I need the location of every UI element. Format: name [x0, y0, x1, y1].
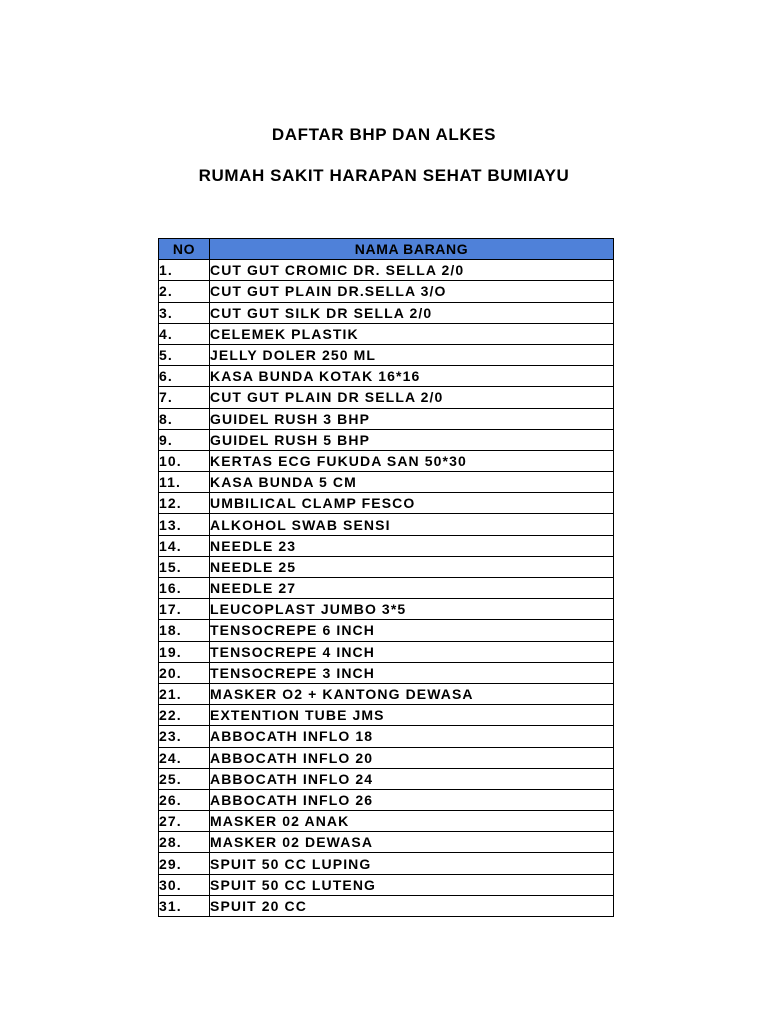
table-row — [159, 556, 614, 577]
row-number: 21. — [159, 683, 210, 704]
table-row — [159, 366, 614, 387]
table-row — [159, 281, 614, 302]
row-number: 7. — [159, 387, 210, 408]
item-name: ABBOCATH INFLO 18 — [210, 726, 614, 747]
row-number: 14. — [159, 535, 210, 556]
document-subtitle: RUMAH SAKIT HARAPAN SEHAT BUMIAYU — [198, 166, 570, 185]
table-header-row — [159, 239, 614, 260]
row-number: 6. — [159, 366, 210, 387]
table-row — [159, 789, 614, 810]
table-row — [159, 302, 614, 323]
item-name: CELEMEK PLASTIK — [210, 323, 614, 344]
row-number: 24. — [159, 747, 210, 768]
table-row — [159, 387, 614, 408]
item-name: MASKER 02 ANAK — [210, 811, 614, 832]
table-row — [159, 662, 614, 683]
row-number: 2. — [159, 281, 210, 302]
table-row — [159, 578, 614, 599]
table-row — [159, 832, 614, 853]
item-name: ABBOCATH INFLO 20 — [210, 747, 614, 768]
row-number: 27. — [159, 811, 210, 832]
row-number: 8. — [159, 408, 210, 429]
item-name: KERTAS ECG FUKUDA SAN 50*30 — [210, 450, 614, 471]
table-row — [159, 408, 614, 429]
table-row — [159, 811, 614, 832]
header-nama-barang: NAMA BARANG — [210, 239, 614, 260]
table-row — [159, 874, 614, 895]
table-row — [159, 535, 614, 556]
table-row — [159, 747, 614, 768]
row-number: 20. — [159, 662, 210, 683]
item-name: TENSOCREPE 3 INCH — [210, 662, 614, 683]
item-name: MASKER O2 + KANTONG DEWASA — [210, 683, 614, 704]
table-row — [159, 599, 614, 620]
row-number: 23. — [159, 726, 210, 747]
row-number: 10. — [159, 450, 210, 471]
table-row — [159, 472, 614, 493]
table-row — [159, 323, 614, 344]
item-name: SPUIT 50 CC LUPING — [210, 853, 614, 874]
table-row — [159, 683, 614, 704]
table-row — [159, 895, 614, 916]
item-name: CUT GUT SILK DR SELLA 2/0 — [210, 302, 614, 323]
item-name: TENSOCREPE 4 INCH — [210, 641, 614, 662]
items-table — [158, 238, 614, 917]
item-name: JELLY DOLER 250 ML — [210, 344, 614, 365]
item-name: GUIDEL RUSH 3 BHP — [210, 408, 614, 429]
table-row — [159, 260, 614, 281]
table-row — [159, 514, 614, 535]
item-name: NEEDLE 25 — [210, 556, 614, 577]
row-number: 17. — [159, 599, 210, 620]
item-name: CUT GUT PLAIN DR SELLA 2/0 — [210, 387, 614, 408]
row-number: 22. — [159, 705, 210, 726]
table-row — [159, 768, 614, 789]
row-number: 16. — [159, 578, 210, 599]
table-row — [159, 493, 614, 514]
row-number: 26. — [159, 789, 210, 810]
item-name: CUT GUT CROMIC DR. SELLA 2/0 — [210, 260, 614, 281]
row-number: 12. — [159, 493, 210, 514]
row-number: 11. — [159, 472, 210, 493]
item-name: KASA BUNDA KOTAK 16*16 — [210, 366, 614, 387]
item-name: TENSOCREPE 6 INCH — [210, 620, 614, 641]
row-number: 1. — [159, 260, 210, 281]
row-number: 3. — [159, 302, 210, 323]
header-no: NO — [159, 239, 210, 260]
row-number: 28. — [159, 832, 210, 853]
table-row — [159, 705, 614, 726]
row-number: 31. — [159, 895, 210, 916]
table-row — [159, 620, 614, 641]
table-row — [159, 726, 614, 747]
row-number: 30. — [159, 874, 210, 895]
item-name: ALKOHOL SWAB SENSI — [210, 514, 614, 535]
item-name: CUT GUT PLAIN DR.SELLA 3/O — [210, 281, 614, 302]
item-name: ABBOCATH INFLO 24 — [210, 768, 614, 789]
row-number: 29. — [159, 853, 210, 874]
row-number: 19. — [159, 641, 210, 662]
item-name: LEUCOPLAST JUMBO 3*5 — [210, 599, 614, 620]
item-name: NEEDLE 27 — [210, 578, 614, 599]
row-number: 4. — [159, 323, 210, 344]
row-number: 15. — [159, 556, 210, 577]
item-name: EXTENTION TUBE JMS — [210, 705, 614, 726]
row-number: 5. — [159, 344, 210, 365]
item-name: MASKER 02 DEWASA — [210, 832, 614, 853]
table-row — [159, 853, 614, 874]
item-name: KASA BUNDA 5 CM — [210, 472, 614, 493]
row-number: 13. — [159, 514, 210, 535]
item-name: NEEDLE 23 — [210, 535, 614, 556]
row-number: 25. — [159, 768, 210, 789]
item-name: SPUIT 20 CC — [210, 895, 614, 916]
table-body — [159, 260, 614, 917]
item-name: GUIDEL RUSH 5 BHP — [210, 429, 614, 450]
table-row — [159, 450, 614, 471]
item-name: ABBOCATH INFLO 26 — [210, 789, 614, 810]
table-row — [159, 344, 614, 365]
row-number: 9. — [159, 429, 210, 450]
item-name: UMBILICAL CLAMP FESCO — [210, 493, 614, 514]
table-row — [159, 429, 614, 450]
item-name: SPUIT 50 CC LUTENG — [210, 874, 614, 895]
document-title: DAFTAR BHP DAN ALKES — [271, 125, 497, 144]
row-number: 18. — [159, 620, 210, 641]
table-row — [159, 641, 614, 662]
